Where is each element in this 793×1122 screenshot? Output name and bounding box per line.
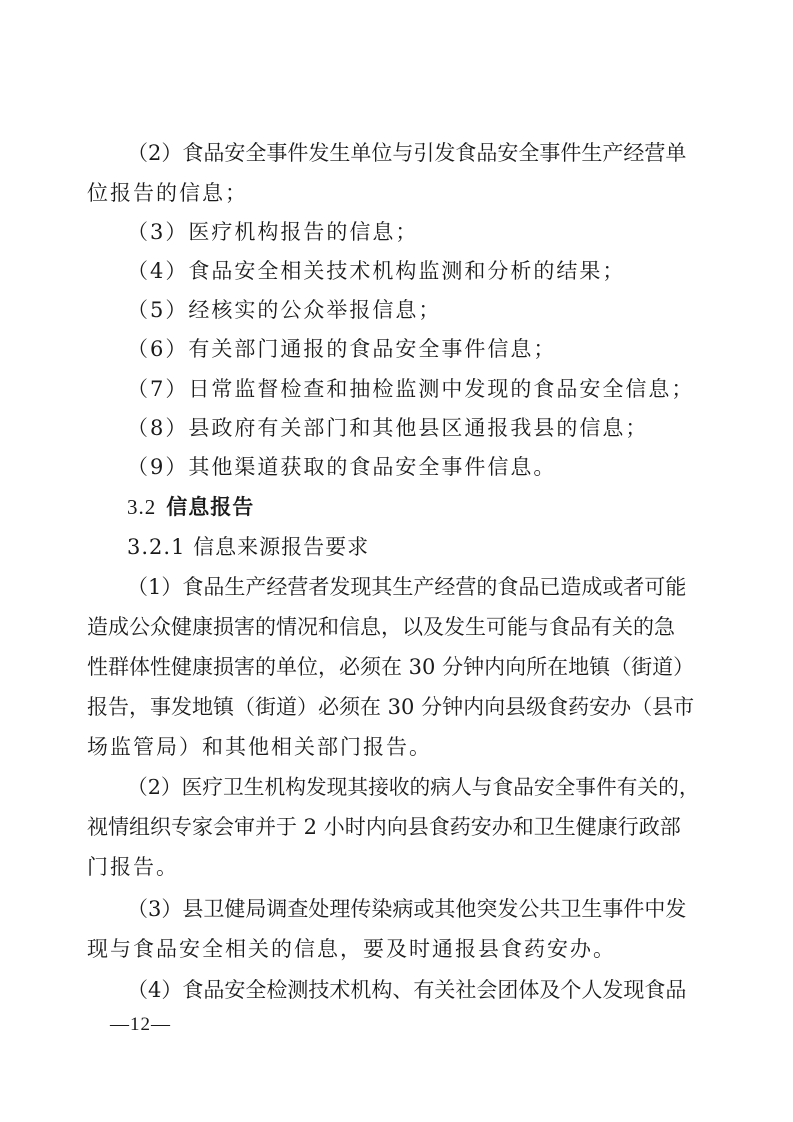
paragraph-line: 位报告的信息； (87, 181, 248, 205)
paragraph-line: （7）日常监督检查和抽检监测中发现的食品安全信息； (127, 377, 695, 401)
paragraph-line: 视情组织专家会审并于 2 小时内向县食药安办和卫生健康行政部 (87, 815, 681, 839)
paragraph-line: （6）有关部门通报的食品安全事件信息； (127, 337, 557, 361)
section-number: 3.2 (127, 495, 157, 519)
subsection-heading: 3.2.1 信息来源报告要求 (127, 535, 370, 559)
section-heading (0, 492, 793, 522)
paragraph-line: （3）医疗机构报告的信息； (127, 220, 419, 244)
paragraph-line: （4）食品安全相关技术机构监测和分析的结果； (127, 259, 626, 283)
paragraph-line: （2）食品安全事件发生单位与引发食品安全事件生产经营单 (127, 141, 687, 165)
paragraph-line: 场监管局）和其他相关部门报告。 (87, 735, 432, 759)
paragraph-line: 造成公众健康损害的情况和信息，以及发生可能与食品有关的急 (87, 615, 675, 639)
paragraph-line: 性群体性健康损害的单位，必须在 30 分钟内向所在地镇（街道） (87, 655, 695, 679)
page-number: —12— (110, 1014, 171, 1035)
paragraph-line: （9）其他渠道获取的食品安全事件信息。 (127, 455, 557, 479)
paragraph-line: 报告，事发地镇（街道）必须在 30 分钟内向县级食药安办（县市 (87, 695, 695, 719)
paragraph-line: （1）食品生产经营者发现其生产经营的食品已造成或者可能 (127, 575, 687, 599)
paragraph-line: （8）县政府有关部门和其他县区通报我县的信息； (127, 416, 649, 440)
section-title: 信息报告 (166, 495, 255, 519)
paragraph-line: （4）食品安全检测技术机构、有关社会团体及个人发现食品 (127, 978, 687, 1002)
paragraph-line: （2）医疗卫生机构发现其接收的病人与食品安全事件有关的， (127, 775, 700, 799)
paragraph-line: （3）县卫健局调查处理传染病或其他突发公共卫生事件中发 (127, 897, 687, 921)
paragraph-line: 现与食品安全相关的信息，要及时通报县食药安办。 (87, 937, 616, 961)
paragraph-line: （5）经核实的公众举报信息； (127, 298, 442, 322)
paragraph-line: 门报告。 (87, 855, 179, 879)
